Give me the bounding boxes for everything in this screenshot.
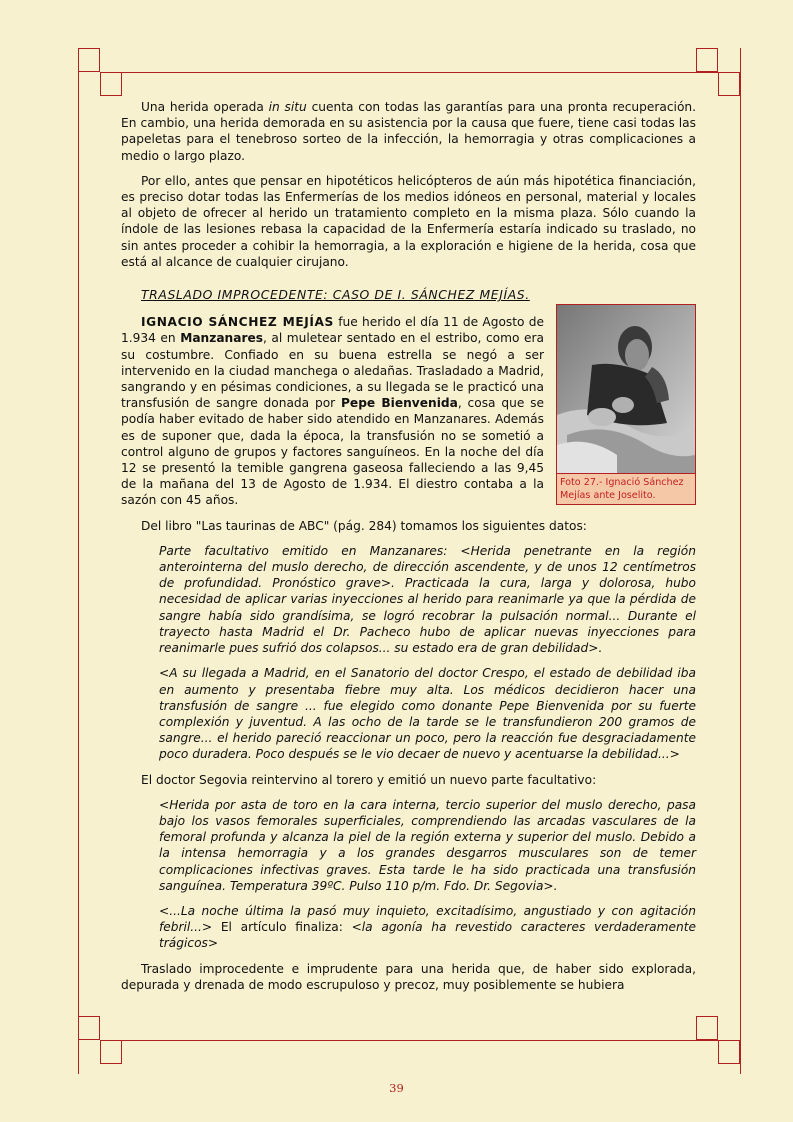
paragraph-segovia: El doctor Segovia reintervino al torero y emitió un nuevo parte facultativo: bbox=[141, 772, 597, 787]
paragraph-conclusion: Traslado improcedente e imprudente para una herida que, de haber sido explorada, depurada y drenada de modo escrupuloso y precoz, muy posiblemente se hubiera bbox=[121, 961, 696, 992]
town-name: Manzanares bbox=[180, 331, 263, 346]
text: fue herido el día 11 de Agosto de 1.934 en bbox=[121, 315, 544, 346]
italic-quote: <...La noche última la pasó muy inquieto, excitadísimo, angustiado y con agitación febril...> bbox=[159, 903, 696, 935]
page-body bbox=[121, 99, 696, 993]
text: , cosa que se podía haber evitado de haber sido atendido en Manzanares. Además es de suponer que, dada la época, la transfusión no se sometió a control alguno de grupos y factores sanguíneos. En la noche del día 12 se presentó la temible gangrena gaseosa falleciendo a las 9,45 de la mañana del 13 de Agosto de 1.934. El diestro contaba a la sazón con 45 años. bbox=[121, 396, 544, 508]
quote-llegada-madrid: <A su llegada a Madrid, en el Sanatorio del doctor Crespo, el estado de debilidad iba en aumento y presentaba fiebre muy alta. Los médicos decidieron hacer una transfusión de sangre ... fue elegido como donante Pepe Bienvenida por su fuerte complexión y juventud. A las ocho de la tarde se le transfundieron 200 gramos de sangre... el herido pareció reaccionar un poco, pero la reacción fue desgraciadamente poco duradera. Poco después se le vio decaer de nuevo y acentuarse la debilidad...> bbox=[159, 666, 696, 762]
text: El artículo finaliza: bbox=[212, 920, 352, 935]
quote-parte-segovia: <Herida por asta de toro en la cara interna, tercio superior del muslo derecho, pasa bajo los vasos femorales superficiales, comprendiendo las arcadas vasculares de la femoral profunda y alcanza la piel de la región externa y superior del muslo. Debido a la intensa hemorragia y a los grandes desgarros musculares son de temer complicaciones infectivas graves. Esta tarde le ha sido practicada una transfusión sanguínea. Temperatura 39ºC. Pulso 110 p/m. Fdo. Dr. Segovia>. bbox=[159, 797, 696, 893]
paragraph-intro bbox=[121, 99, 696, 164]
page-number: 39 bbox=[389, 1081, 404, 1095]
quote-parte-manzanares: Parte facultativo emitido en Manzanares: <Herida penetrante en la región anterointerna del muslo derecho, de dirección ascendente, y de unos 12 centímetros de profundidad. Pronóstico grave>. Practicada la cura, larga y dolorosa, hubo necesidad de aplicar varias inyecciones al herido para reanimarle ya que la pérdida de sangre había sido grandísima, se logró recobrar la pulsación normal... Durante el trayecto hasta Madrid el Dr. Pacheco hubo de aplicar nuevas inyecciones para reanimarle pues sufrió dos colapsos... su estado era de gran debilidad>. bbox=[159, 543, 696, 656]
text: Una herida operada bbox=[141, 100, 269, 114]
paragraph-source: Del libro "Las taurinas de ABC" (pág. 284) tomamos los siguientes datos: bbox=[141, 518, 587, 533]
photo-figure bbox=[556, 304, 696, 505]
bullfighter-name: IGNACIO SÁNCHEZ MEJÍAS bbox=[141, 315, 334, 330]
section-heading: TRASLADO IMPROCEDENTE: CASO DE I. SÁNCHEZ MEJÍAS. bbox=[141, 287, 530, 303]
quote-final bbox=[159, 903, 696, 952]
photo-sanchez-mejias-joselito bbox=[557, 305, 695, 473]
italic-quote: <la agonía ha revestido caracteres verdaderamente trágicos> bbox=[159, 920, 697, 951]
text: , al muletear sentado en el estribo, como era su costumbre. Confiado en su buena estrella se negó a ser intervenido en la ciudad manchega o aledañas. Trasladado a Madrid, sangrando y en pésimas condiciones, a su llegada se le practicó una transfusión de sangre donada por bbox=[121, 331, 544, 411]
italic-term: in situ bbox=[268, 100, 307, 114]
donor-name: Pepe Bienvenida bbox=[341, 396, 458, 411]
photo-caption: Foto 27.- Ignació Sánchez Mejías ante Joselito. bbox=[557, 473, 695, 504]
paragraph-enfermerias: Por ello, antes que pensar en hipotéticos helicópteros de aún más hipotética financiación, es preciso dotar todas las Enfermerías de los medios idóneos en personal, material y locales al objeto de ofrecer al herido un tratamiento completo en la misma plaza. Sólo cuando la índole de las lesiones rebasa la capacidad de la Enfermería estaría indicado su traslado, no sin antes proceder a cohibir la hemorragia, a la exploración e higiene de la herida, cosa que está al alcance de cualquier cirujano. bbox=[121, 173, 696, 269]
text: cuenta con todas las garantías para una pronta recuperación. En cambio, una herida demorada en su asistencia por la causa que fuere, tiene casi todas las papeletas para el tenebroso sorteo de la infección, la hemorragia y otras complicaciones a medio o largo plazo. bbox=[121, 100, 696, 163]
